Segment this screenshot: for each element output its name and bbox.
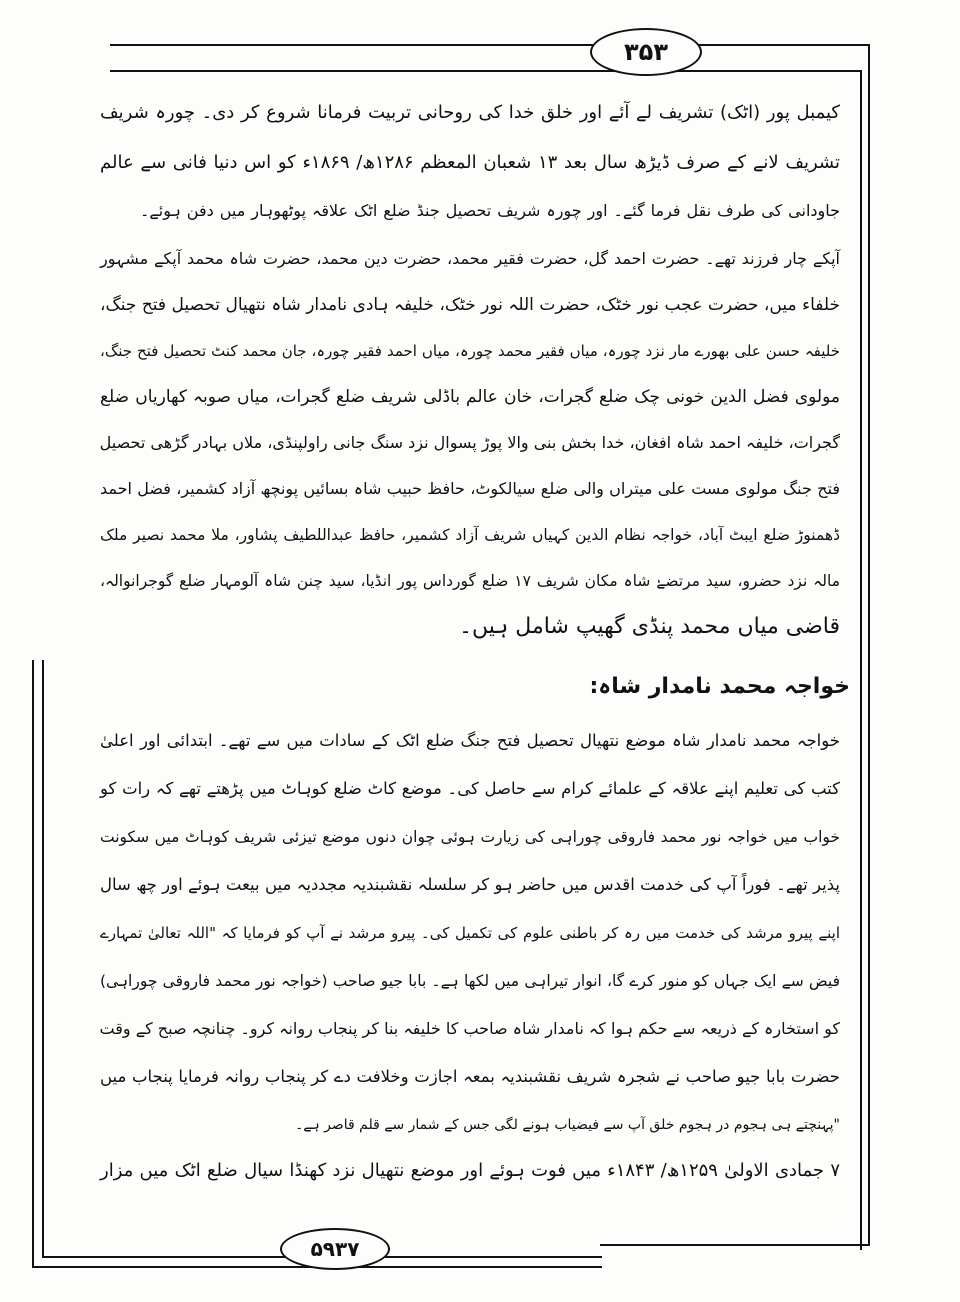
text-line: پذیر تھے۔ فوراً آپ کی خدمت اقدس میں حاضر ہو کر سلسلہ نقشبندیہ مجددیہ میں بیعت ہوئے اور چھ سال bbox=[100, 875, 840, 894]
top-frame-line-inner bbox=[110, 70, 862, 72]
paragraph-1 bbox=[100, 98, 840, 238]
text-line: تشریف لانے کے صرف ڈیڑھ سال بعد ۱۳ شعبان المعظم ۱۲۸۶ھ/ ۱۸۶۹ء کو اس دنیا فانی سے عالم bbox=[100, 152, 840, 173]
bottom-right-frame-line bbox=[600, 1244, 870, 1246]
left-frame-line-inner bbox=[42, 660, 44, 1258]
text-line: کیمبل پور (اٹک) تشریف لے آئے اور خلق خدا کی روحانی تربیت فرمانا شروع کر دی۔ چورہ شریف bbox=[100, 102, 840, 123]
bottom-page-number-text: ۵۹۳۷ bbox=[310, 1237, 360, 1261]
section-heading: خواجہ محمد نامدار شاہ: bbox=[589, 674, 850, 699]
paragraph-2 bbox=[100, 244, 840, 664]
text-line: کو استخارہ کے ذریعہ سے حکم ہوا کہ نامدار شاہ صاحب کا خلیفہ بنا کر پنجاب روانہ کرو۔ چنانچہ صبح کے وقت bbox=[99, 1019, 840, 1038]
top-page-number-text: ۳۵۳ bbox=[624, 38, 668, 66]
left-frame-line-outer bbox=[32, 660, 34, 1268]
right-frame-line-inner bbox=[860, 70, 862, 1250]
text-line: قاضی میاں محمد پنڈی گھیپ شامل ہیں۔ bbox=[459, 614, 840, 639]
top-page-number bbox=[590, 28, 702, 76]
text-line: اپنے پیرو مرشد کی خدمت میں رہ کر باطنی علوم کی تکمیل کی۔ پیرو مرشد نے آپ کو فرمایا کہ "اللہ تعالیٰ تمہارے bbox=[100, 924, 840, 942]
text-line: "پہنچتے ہی ہجوم در ہجوم خلق آپ سے فیضیاب ہونے لگی جس کے شمار سے قلم قاصر ہے۔ bbox=[295, 1117, 840, 1133]
section-body bbox=[100, 726, 840, 1226]
text-line: جاودانی کی طرف نقل فرما گئے۔ اور چورہ شریف تحصیل جنڈ ضلع اٹک علاقہ پوٹھوہار میں دفن ہوئے۔ bbox=[140, 201, 840, 220]
bottom-page-number bbox=[280, 1228, 390, 1270]
text-line: ۷ جمادی الاولیٰ ۱۲۵۹ھ/ ۱۸۴۳ء میں فوت ہوئے اور موضع نتھیال نزد کھنڈا سیال ضلع اٹک میں مزار bbox=[100, 1160, 841, 1181]
text-line: مالہ نزد حضرو، سید مرتضےٰ شاہ مکان شریف ۱۷ ضلع گورداس پور انڈیا، سید چنن شاہ آلومہار ضلع گوجرانوالہ، bbox=[100, 572, 841, 590]
text-line: ڈھمنوڑ ضلع ایبٹ آباد، خواجہ نظام الدین کہیاں شریف آزاد کشمیر، حافظ عبداللطیف پشاور، ملا محمد نصیر ملک bbox=[100, 526, 840, 544]
text-line: مولوی فضل الدین خونی چک ضلع گجرات، خان عالم باڈلی شریف ضلع گجرات، میاں صوبہ کھاریاں ضلع bbox=[100, 387, 840, 407]
text-line: خلیفہ حسن علی بھورے مار نزد چورہ، میاں فقیر محمد چورہ، میاں احمد فقیر چورہ، جان محمد کنٹ تحصیل فتح جنگ، bbox=[100, 342, 840, 360]
text-line: خواب میں خواجہ نور محمد فاروقی چوراہی کی زیارت ہوئی چوان دنوں موضع تیزئی شریف کوہاٹ میں سکونت bbox=[100, 828, 840, 846]
text-line: فیض سے ایک جہاں کو منور کرے گا، انوار تیراہی میں لکھا ہے۔ بابا جیو صاحب (خواجہ نور محمد فاروقی چوراہی) bbox=[100, 972, 840, 990]
right-frame-line-outer bbox=[868, 44, 870, 1244]
text-line: گجرات، خلیفہ احمد شاہ افغان، خدا بخش بنی والا پوڑ پسوال نزد سنگ جانی راولپنڈی، ملاں بہادر گڑھی تحصیل bbox=[99, 433, 840, 452]
top-frame-line-outer bbox=[110, 44, 870, 46]
text-line: خلفاء میں، حضرت عجب نور خٹک، حضرت اللہ نور خٹک، خلیفہ ہادی نامدار شاہ نتھیال تحصیل فتح جنگ، bbox=[100, 295, 840, 315]
text-line: حضرت بابا جیو صاحب نے شجرہ شریف نقشبندیہ بمعہ اجازت وخلافت دے کر پنجاب روانہ فرمایا پنجاب میں bbox=[100, 1067, 840, 1086]
text-line: کتب کی تعلیم اپنے علاقہ کے علمائے کرام سے حاصل کی۔ موضع کاٹ ضلع کوہاٹ میں پڑھتے تھے کہ رات کو bbox=[100, 779, 840, 798]
text-line: فتح جنگ مولوی مست علی میتراں والی ضلع سیالکوٹ، حافظ حبیب شاہ بسائیں پونچھ آزاد کشمیر، فضل احمد bbox=[100, 479, 840, 498]
text-line: خواجہ محمد نامدار شاہ موضع نتھیال تحصیل فتح جنگ ضلع اٹک کے سادات میں سے تھے۔ ابتدائی اور اعلیٰ bbox=[100, 731, 840, 750]
text-line: آپکے چار فرزند تھے۔ حضرت احمد گل، حضرت فقیر محمد، حضرت دین محمد، حضرت شاہ محمد آپکے مشہور bbox=[100, 249, 840, 268]
